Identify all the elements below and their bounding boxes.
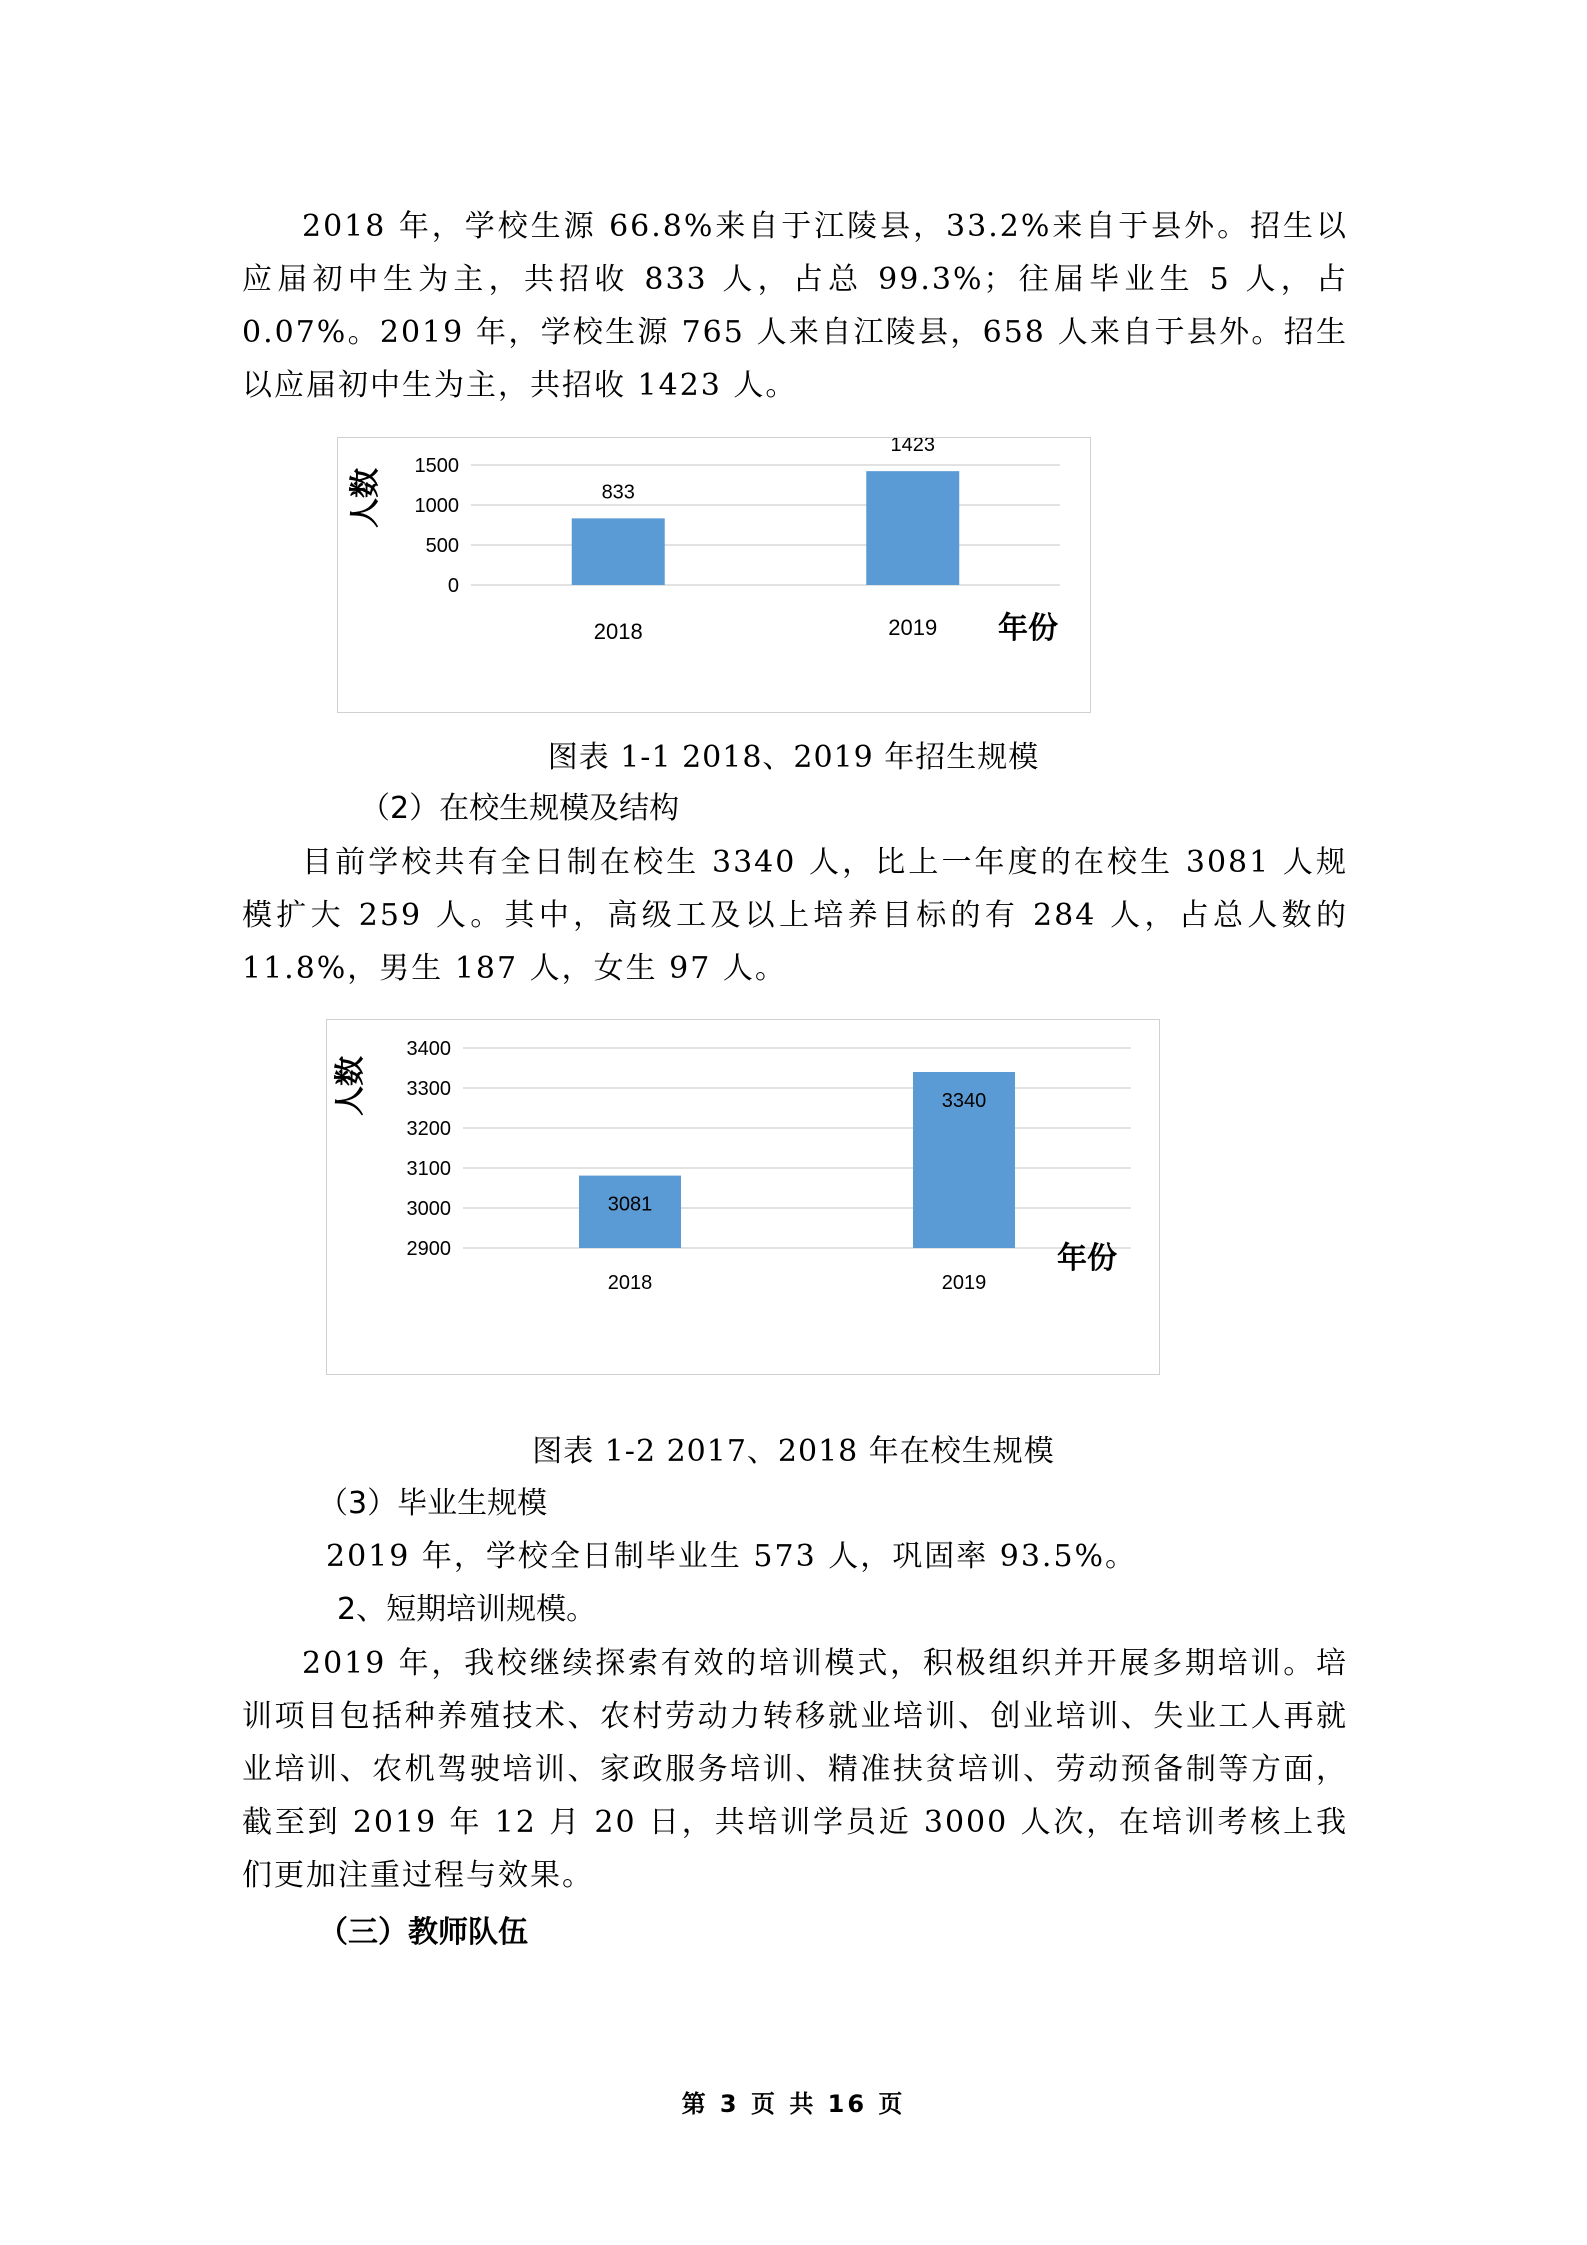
y-tick-label: 1500	[414, 455, 459, 477]
caption-chart-1: 图表 1-1 2018、2019 年招生规模	[547, 740, 1040, 775]
x-category-label: 2019	[888, 615, 938, 640]
y-tick-label: 1000	[414, 495, 459, 517]
heading-graduate-scale: （3）毕业生规模	[318, 1486, 548, 1521]
data-label: 3340	[941, 1090, 987, 1112]
data-label: 1423	[890, 438, 935, 457]
chart-enrollment	[337, 437, 1091, 713]
bar	[866, 471, 959, 585]
x-axis-title: 年份	[1057, 1241, 1117, 1276]
y-tick-label: 3000	[406, 1198, 451, 1220]
chart-students	[326, 1019, 1160, 1375]
x-axis-title: 年份	[998, 611, 1058, 646]
paragraph-training: 2019 年，我校继续探索有效的培训模式，积极组织并开展多期培训。培训项目包括种养殖技术、农村劳动力转移就业培训、创业培训、失业工人再就业培训、农机驾驶培训、家政服务培训、精准扶贫培训、劳动预备制等方面，截至到 2019 年 12 月 20 日，共培训学员近 3000 人次，在培训考核上我们更加注重过程与效果。	[242, 1646, 1348, 1893]
x-category-label: 2018	[607, 1272, 653, 1294]
caption-chart-2: 图表 1-2 2017、2018 年在校生规模	[532, 1434, 1055, 1469]
y-tick-label: 3200	[406, 1118, 451, 1140]
y-tick-label: 3300	[406, 1078, 451, 1100]
chart-students-svg	[327, 1020, 1159, 1374]
y-tick-label: 0	[447, 575, 459, 597]
y-axis-title: 人数	[348, 468, 383, 528]
heading-teachers: （三）教师队伍	[318, 1915, 528, 1950]
paragraph-graduates: 2019 年，学校全日制毕业生 573 人，巩固率 93.5%。	[326, 1539, 1138, 1574]
heading-short-training: 2、短期培训规模。	[337, 1592, 597, 1627]
chart-enrollment-svg	[338, 438, 1090, 712]
y-tick-label: 3400	[406, 1038, 451, 1060]
x-category-label: 2018	[593, 619, 643, 644]
y-tick-label: 2900	[406, 1238, 451, 1260]
data-label: 3081	[607, 1193, 653, 1216]
heading-student-scale: （2）在校生规模及结构	[360, 791, 680, 826]
y-tick-label: 3100	[406, 1158, 451, 1180]
data-label: 833	[601, 481, 635, 504]
y-axis-title: 人数	[333, 1056, 368, 1116]
paragraph-student-scale: 目前学校共有全日制在校生 3340 人，比上一年度的在校生 3081 人规模扩大 259 人。其中，高级工及以上培养目标的有 284 人，占总人数的 11.8%，男生 187 人，女生 97 人。	[242, 845, 1348, 986]
y-tick-label: 500	[425, 535, 459, 557]
x-category-label: 2019	[941, 1272, 987, 1294]
paragraph-enrollment: 2018 年，学校生源 66.8%来自于江陵县，33.2%来自于县外。招生以应届初中生为主，共招收 833 人，占总 99.3%；往届毕业生 5 人，占 0.07%。2019 年，学校生源 765 人来自江陵县，658 人来自于县外。招生以应届初中生为主，共招收 1423 人。	[242, 209, 1348, 403]
page-footer: 第 3 页 共 16 页	[681, 2090, 906, 2118]
bar	[572, 518, 665, 585]
